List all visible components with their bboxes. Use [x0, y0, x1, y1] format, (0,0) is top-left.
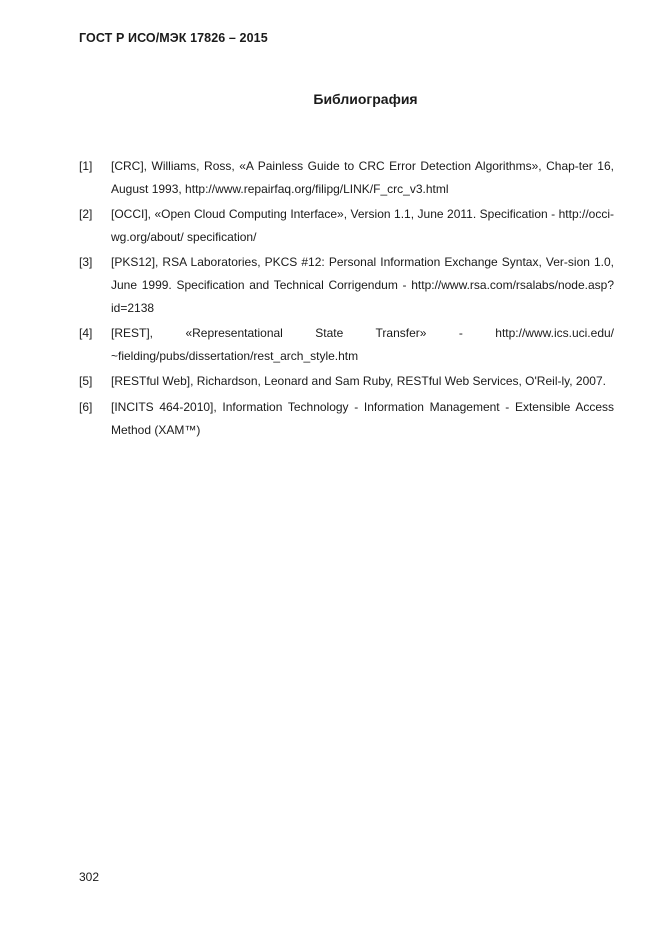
bibliography-entry — [79, 370, 614, 393]
bibliography-entry — [79, 322, 614, 367]
entry-text: [CRC], Williams, Ross, «A Painless Guide to CRC Error Detection Algorithms», Chap-ter 16, August 1993, http://www.repairfaq.org/filipg/LINK/F_crc_v3.html — [111, 159, 614, 196]
entry-number: [5] — [79, 374, 93, 389]
entry-text: [PKS12], RSA Laboratories, PKCS #12: Personal Information Exchange Syntax, Ver-sion 1.0, June 1999. Specification and Technical Corrigendum - http://www.rsa.com/rsalabs/node.asp?id=2138 — [111, 255, 614, 315]
page-number: 302 — [79, 870, 100, 884]
entry-text: [OCCI], «Open Cloud Computing Interface», Version 1.1, June 2011. Specification - http://occi-wg.org/about/ specification/ — [111, 207, 614, 244]
entry-number: [1] — [79, 159, 93, 173]
entry-text: [REST], «Representational State Transfer» - http://www.ics.uci.edu/ ~fielding/pubs/dissertation/rest_arch_style.htm — [111, 326, 614, 363]
bibliography-entry — [79, 251, 614, 319]
page-title: Библиография — [313, 91, 418, 107]
entry-number: [2] — [79, 207, 93, 222]
entry-number: [6] — [79, 399, 93, 414]
entry-number: [3] — [79, 255, 93, 270]
entry-number: [4] — [79, 326, 93, 341]
entry-text: [RESTful Web], Richardson, Leonard and Sam Ruby, RESTful Web Services, O'Reil-ly, 2007. — [111, 374, 606, 389]
bibliography-entry — [79, 155, 614, 200]
entry-text: [INCITS 464-2010], Information Technology - Information Management - Extensible Access Method (XAM™) — [111, 399, 614, 437]
bibliography-entry — [79, 396, 614, 441]
bibliography-entry — [79, 203, 614, 248]
bibliography-list — [79, 155, 614, 444]
document-header: ГОСТ Р ИСО/МЭК 17826 – 2015 — [79, 31, 268, 45]
